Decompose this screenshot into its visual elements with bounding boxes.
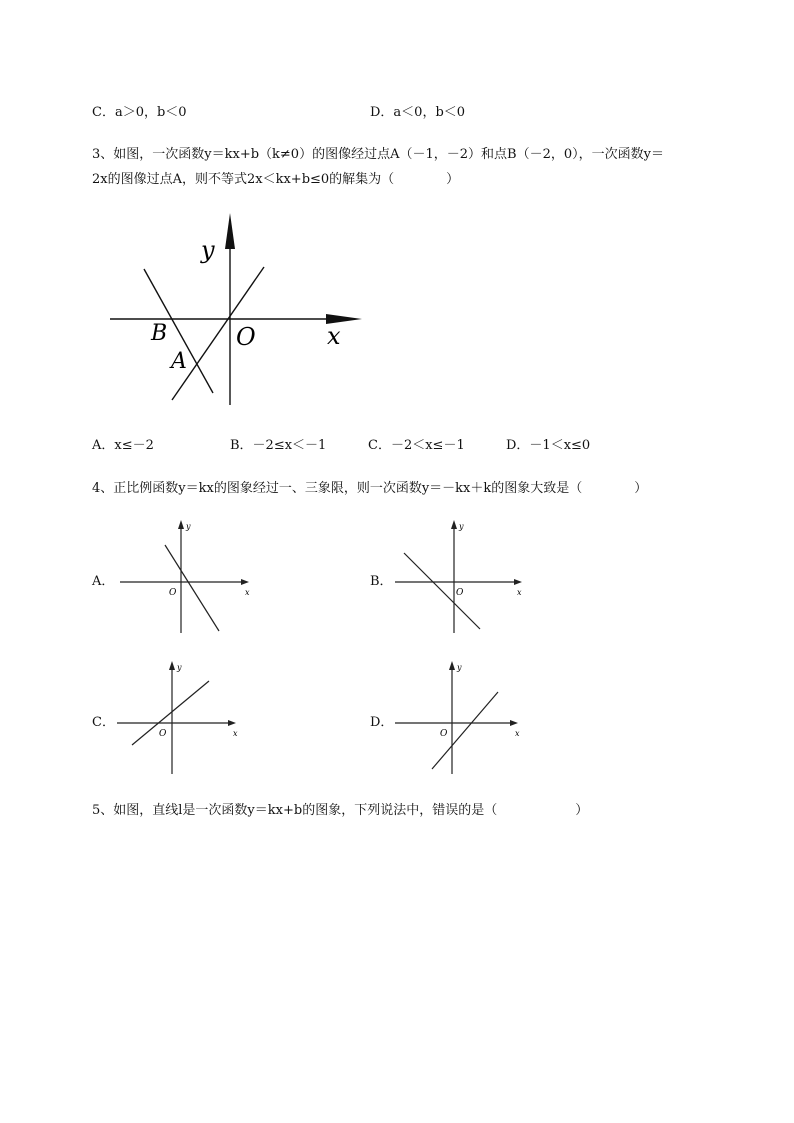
- q4-graph-b: [390, 515, 535, 637]
- q4-option-d-label: D．: [370, 715, 394, 730]
- q3-label-o: O: [236, 323, 256, 351]
- q4-c-line: [132, 681, 209, 745]
- svg-text:y: y: [177, 663, 182, 672]
- svg-text:x: x: [515, 729, 520, 738]
- svg-text:x: x: [517, 588, 522, 597]
- q4-graph-d: [390, 656, 535, 778]
- svg-text:O: O: [440, 729, 448, 739]
- q4-option-b-label: B．: [370, 574, 393, 589]
- q3-text-line1: 3、如图，一次函数y＝kx+b（k≠0）的图像经过点A（－1，－2）和点B（－2，0），一次函数y＝: [92, 147, 664, 162]
- q3-option-a: A．x≤－2: [92, 438, 154, 453]
- q3-y-arrow: [225, 213, 235, 249]
- q5-text: 5、如图，直线l是一次函数y＝kx+b的图象，下列说法中，错误的是（ ）: [92, 803, 589, 818]
- q3-figure: [100, 205, 370, 410]
- q4-graph-c: [112, 656, 257, 778]
- svg-text:y: y: [186, 522, 191, 531]
- q4-b-line: [404, 553, 480, 629]
- svg-text:O: O: [169, 588, 177, 598]
- svg-text:O: O: [456, 588, 464, 598]
- q3-option-d: D．－1＜x≤0: [506, 438, 591, 453]
- q3-label-x: x: [327, 322, 341, 350]
- q3-option-b: B．－2≤x＜－1: [230, 438, 327, 453]
- q3-text-line2: 2x的图像过点A，则不等式2x＜kx+b≤0的解集为（ ）: [92, 172, 460, 187]
- q4-option-a-label: A．: [92, 574, 115, 589]
- svg-text:y: y: [459, 522, 464, 531]
- q3-label-a: A: [171, 349, 187, 374]
- q4-option-c-label: C．: [92, 715, 115, 730]
- q3-label-y: y: [201, 236, 215, 264]
- svg-text:x: x: [233, 729, 238, 738]
- q2-option-d: D．a＜0，b＜0: [370, 105, 466, 120]
- svg-text:y: y: [457, 663, 462, 672]
- q4-graph-a: [115, 515, 260, 637]
- q4-text: 4、正比例函数y＝kx的图象经过一、三象限，则一次函数y＝－kx＋k的图象大致是（ ）: [92, 481, 648, 496]
- svg-text:x: x: [245, 588, 250, 597]
- q2-option-c: C．a＞0，b＜0: [92, 105, 187, 120]
- q3-label-b: B: [151, 321, 168, 346]
- q3-option-c: C．－2＜x≤－1: [368, 438, 465, 453]
- svg-text:O: O: [159, 729, 167, 739]
